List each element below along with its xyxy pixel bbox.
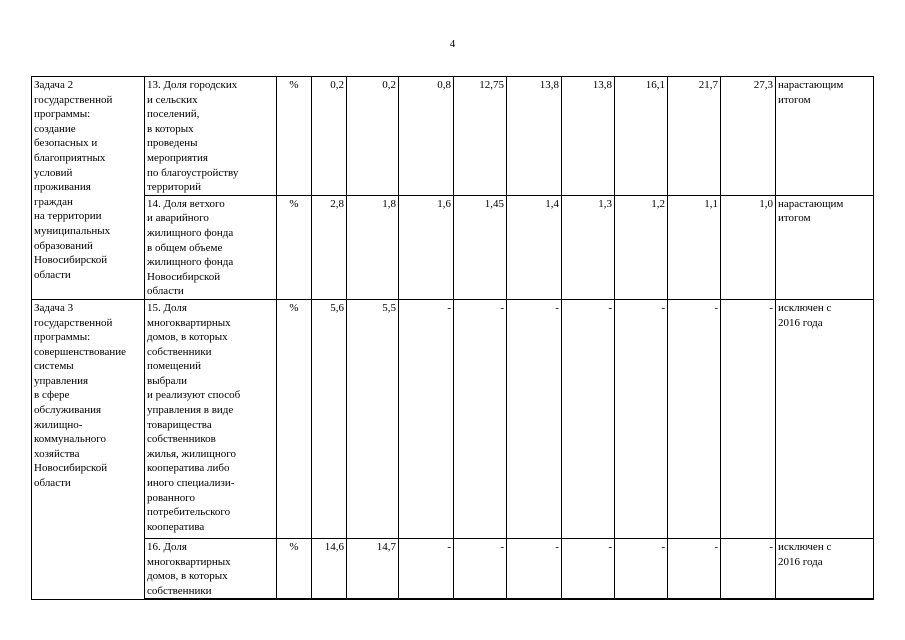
value-cell: 13,8	[562, 77, 615, 196]
table-row	[32, 299, 874, 538]
indicator-cell: 14. Доля ветхого и аварийного жилищного фонда в общем объеме жилищного фонда Новосибирской области	[145, 195, 277, 299]
value-cell: 0,2	[347, 77, 399, 196]
indicators-table	[31, 76, 874, 600]
indicator-cell: 13. Доля городских и сельских поселений, в которых проведены мероприятия по благоустройству территорий	[145, 77, 277, 196]
unit-cell: %	[277, 195, 312, 299]
value-cell: 2,8	[312, 195, 347, 299]
table-row	[32, 195, 874, 299]
value-cell: 16,1	[615, 77, 668, 196]
unit-cell: %	[277, 299, 312, 538]
value-cell: -	[399, 538, 454, 599]
value-cell: -	[454, 538, 507, 599]
value-cell: 1,2	[615, 195, 668, 299]
note-cell: нарастающим итогом	[776, 77, 874, 196]
value-cell: 13,8	[507, 77, 562, 196]
note-cell: нарастающим итогом	[776, 195, 874, 299]
value-cell: 0,2	[312, 77, 347, 196]
value-cell: -	[721, 299, 776, 538]
task-cell: Задача 2 государственной программы: создание безопасных и благоприятных условий проживания граждан на территории муниципальных образований Новосибирской области	[32, 77, 145, 300]
value-cell: 1,6	[399, 195, 454, 299]
value-cell: 1,3	[562, 195, 615, 299]
unit-cell: %	[277, 538, 312, 599]
value-cell: -	[399, 299, 454, 538]
value-cell: 0,8	[399, 77, 454, 196]
value-cell: -	[562, 299, 615, 538]
value-cell: -	[721, 538, 776, 599]
unit-cell: %	[277, 77, 312, 196]
value-cell: -	[615, 299, 668, 538]
value-cell: 1,0	[721, 195, 776, 299]
value-cell: -	[507, 299, 562, 538]
table-row	[32, 538, 874, 599]
value-cell: 5,5	[347, 299, 399, 538]
indicator-cell: 16. Доля многоквартирных домов, в которых собственники	[145, 538, 277, 599]
value-cell: 14,6	[312, 538, 347, 599]
value-cell: -	[615, 538, 668, 599]
note-cell: исключен с 2016 года	[776, 299, 874, 538]
page-number: 4	[449, 38, 456, 50]
value-cell: -	[562, 538, 615, 599]
value-cell: -	[668, 538, 721, 599]
value-cell: 1,8	[347, 195, 399, 299]
task-cell: Задача 3 государственной программы: совершенствование системы управления в сфере обслуживания жилищно- коммунального хозяйства Новосибирской области	[32, 299, 145, 599]
note-cell: исключен с 2016 года	[776, 538, 874, 599]
value-cell: 1,1	[668, 195, 721, 299]
table-row	[32, 77, 874, 196]
value-cell: 1,4	[507, 195, 562, 299]
value-cell: 27,3	[721, 77, 776, 196]
value-cell: 21,7	[668, 77, 721, 196]
value-cell: -	[454, 299, 507, 538]
value-cell: 12,75	[454, 77, 507, 196]
value-cell: 14,7	[347, 538, 399, 599]
value-cell: -	[668, 299, 721, 538]
value-cell: 5,6	[312, 299, 347, 538]
value-cell: 1,45	[454, 195, 507, 299]
indicator-cell: 15. Доля многоквартирных домов, в которых собственники помещений выбрали и реализуют способ управления в виде товарищества собственников жилья, жилищного кооператива либо иного специализи- рованного потребительского кооператива	[145, 299, 277, 538]
value-cell: -	[507, 538, 562, 599]
